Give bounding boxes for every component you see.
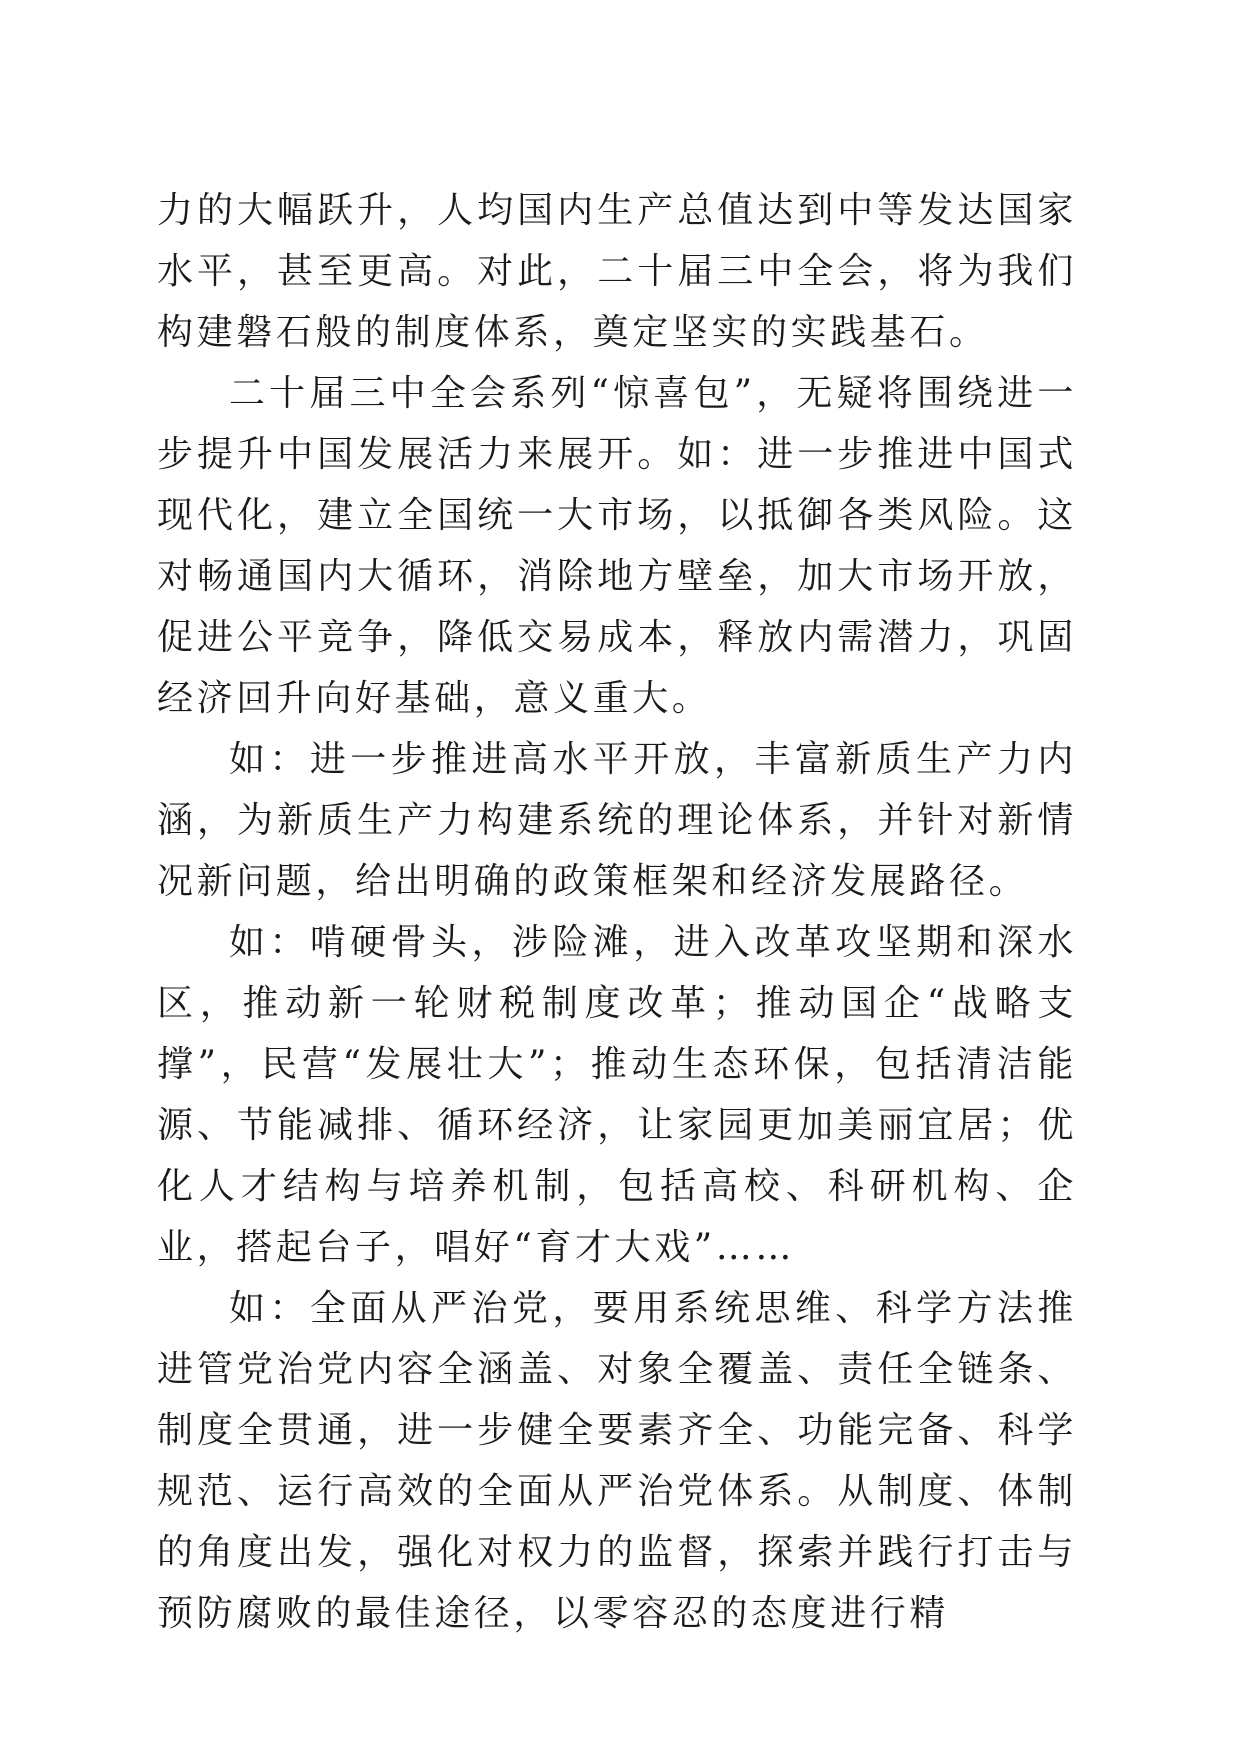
paragraph-party-governance: 如：全面从严治党，要用系统思维、科学方法推进管党治党内容全涵盖、对象全覆盖、责任全链条、制度全贯通，进一步健全要素齐全、功能完备、科学规范、运行高效的全面从严治党体系。从制度、体制的角度出发，强化对权力的监督，探索并践行打击与预防腐败的最佳途径，以零容忍的态度进行精 [157,1288,1077,1634]
paragraph-high-level-opening: 如：进一步推进高水平开放，丰富新质生产力内涵，为新质生产力构建系统的理论体系，并针对新情况新问题，给出明确的政策框架和经济发展路径。 [157,739,1077,902]
paragraph-surprise-package: 二十届三中全会系列“惊喜包”，无疑将围绕进一步提升中国发展活力来展开。如：进一步推进中国式现代化，建立全国统一大市场，以抵御各类风险。这对畅通国内大循环，消除地方壁垒，加大市场开放，促进公平竞争，降低交易成本，释放内需潜力，巩固经济回升向好基础，意义重大。 [157,373,1077,719]
paragraph-continuation: 力的大幅跃升，人均国内生产总值达到中等发达国家水平，甚至更高。对此，二十届三中全会，将为我们构建磐石般的制度体系，奠定坚实的实践基石。 [157,190,1077,353]
document-body [157,180,1077,1644]
paragraph-reform-deep-water: 如：啃硬骨头，涉险滩，进入改革攻坚期和深水区，推动新一轮财税制度改革；推动国企“战略支撑”，民营“发展壮大”；推动生态环保，包括清洁能源、节能减排、循环经济，让家园更加美丽宜居；优化人才结构与培养机制，包括高校、科研机构、企业，搭起台子，唱好“育才大戏”…… [157,922,1077,1268]
